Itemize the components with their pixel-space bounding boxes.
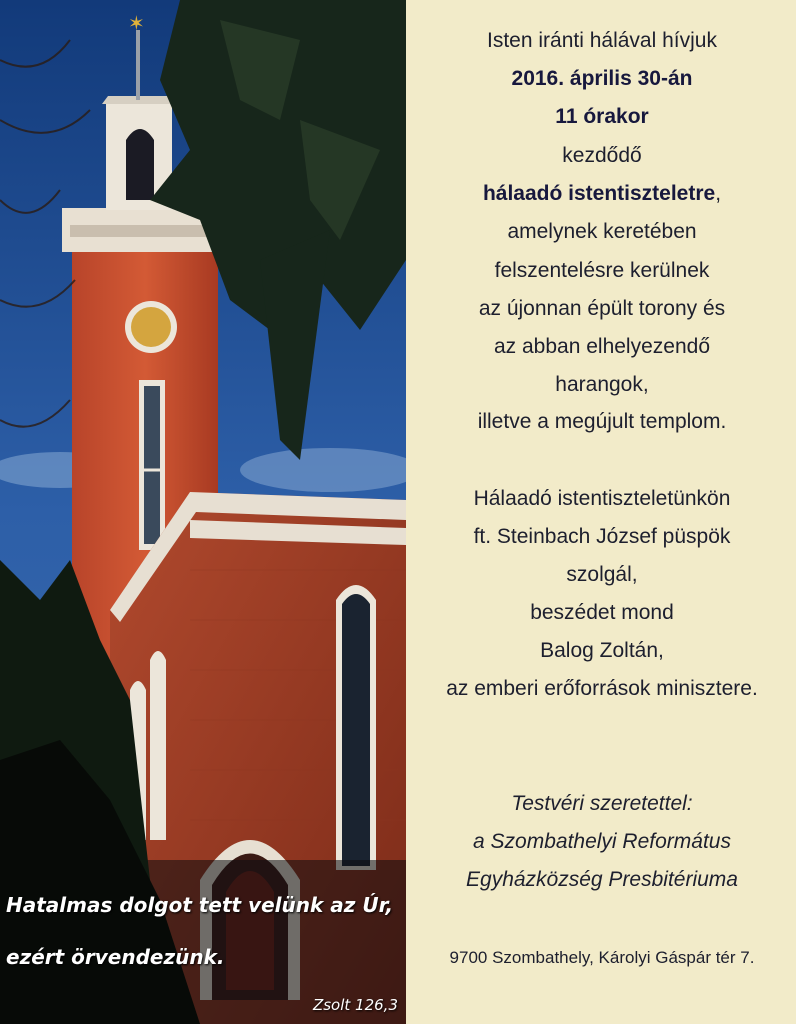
text-line: harangok, <box>555 373 649 396</box>
service-comma: , <box>715 182 722 205</box>
starting-line: kezdődő <box>562 144 642 167</box>
event-date: 2016. április 30-án <box>511 67 693 90</box>
text-line: ft. Steinbach József püspök <box>473 525 731 548</box>
verse-line-1: Hatalmas dolgot tett velünk az Úr, <box>6 893 394 917</box>
text-line: Balog Zoltán, <box>540 639 664 662</box>
svg-text:✶: ✶ <box>128 11 145 35</box>
church-address: 9700 Szombathely, Károlyi Gáspár tér 7. <box>449 948 755 967</box>
text-line: illetve a megújult templom. <box>477 410 727 433</box>
text-line: az emberi erőforrások minisztere. <box>446 677 758 700</box>
event-time: 11 órakor <box>555 105 649 128</box>
service-line <box>408 181 796 207</box>
verse-reference: Zsolt 126,3 <box>312 996 398 1014</box>
signature-line: a Szombathelyi Református <box>473 830 731 853</box>
signature-line: Egyházközség Presbitériuma <box>466 868 738 891</box>
invitation-text <box>408 0 796 1024</box>
text-line: Hálaadó istentiszteletünkön <box>473 487 731 510</box>
signature-greeting: Testvéri szeretettel: <box>511 792 693 815</box>
text-line: szolgál, <box>566 563 638 586</box>
verse-line-2: ezért örvendezünk. <box>6 945 225 969</box>
text-line: amelynek keretében <box>507 220 697 243</box>
service-name: hálaadó istentiszteletre <box>482 182 716 205</box>
text-line: beszédet mond <box>530 601 674 624</box>
text-line: felszentelésre kerülnek <box>494 259 710 282</box>
text-line: az abban elhelyezendő <box>493 335 710 358</box>
text-line: az újonnan épült torony és <box>478 297 726 320</box>
intro-line: Isten iránti hálával hívjuk <box>487 29 717 52</box>
